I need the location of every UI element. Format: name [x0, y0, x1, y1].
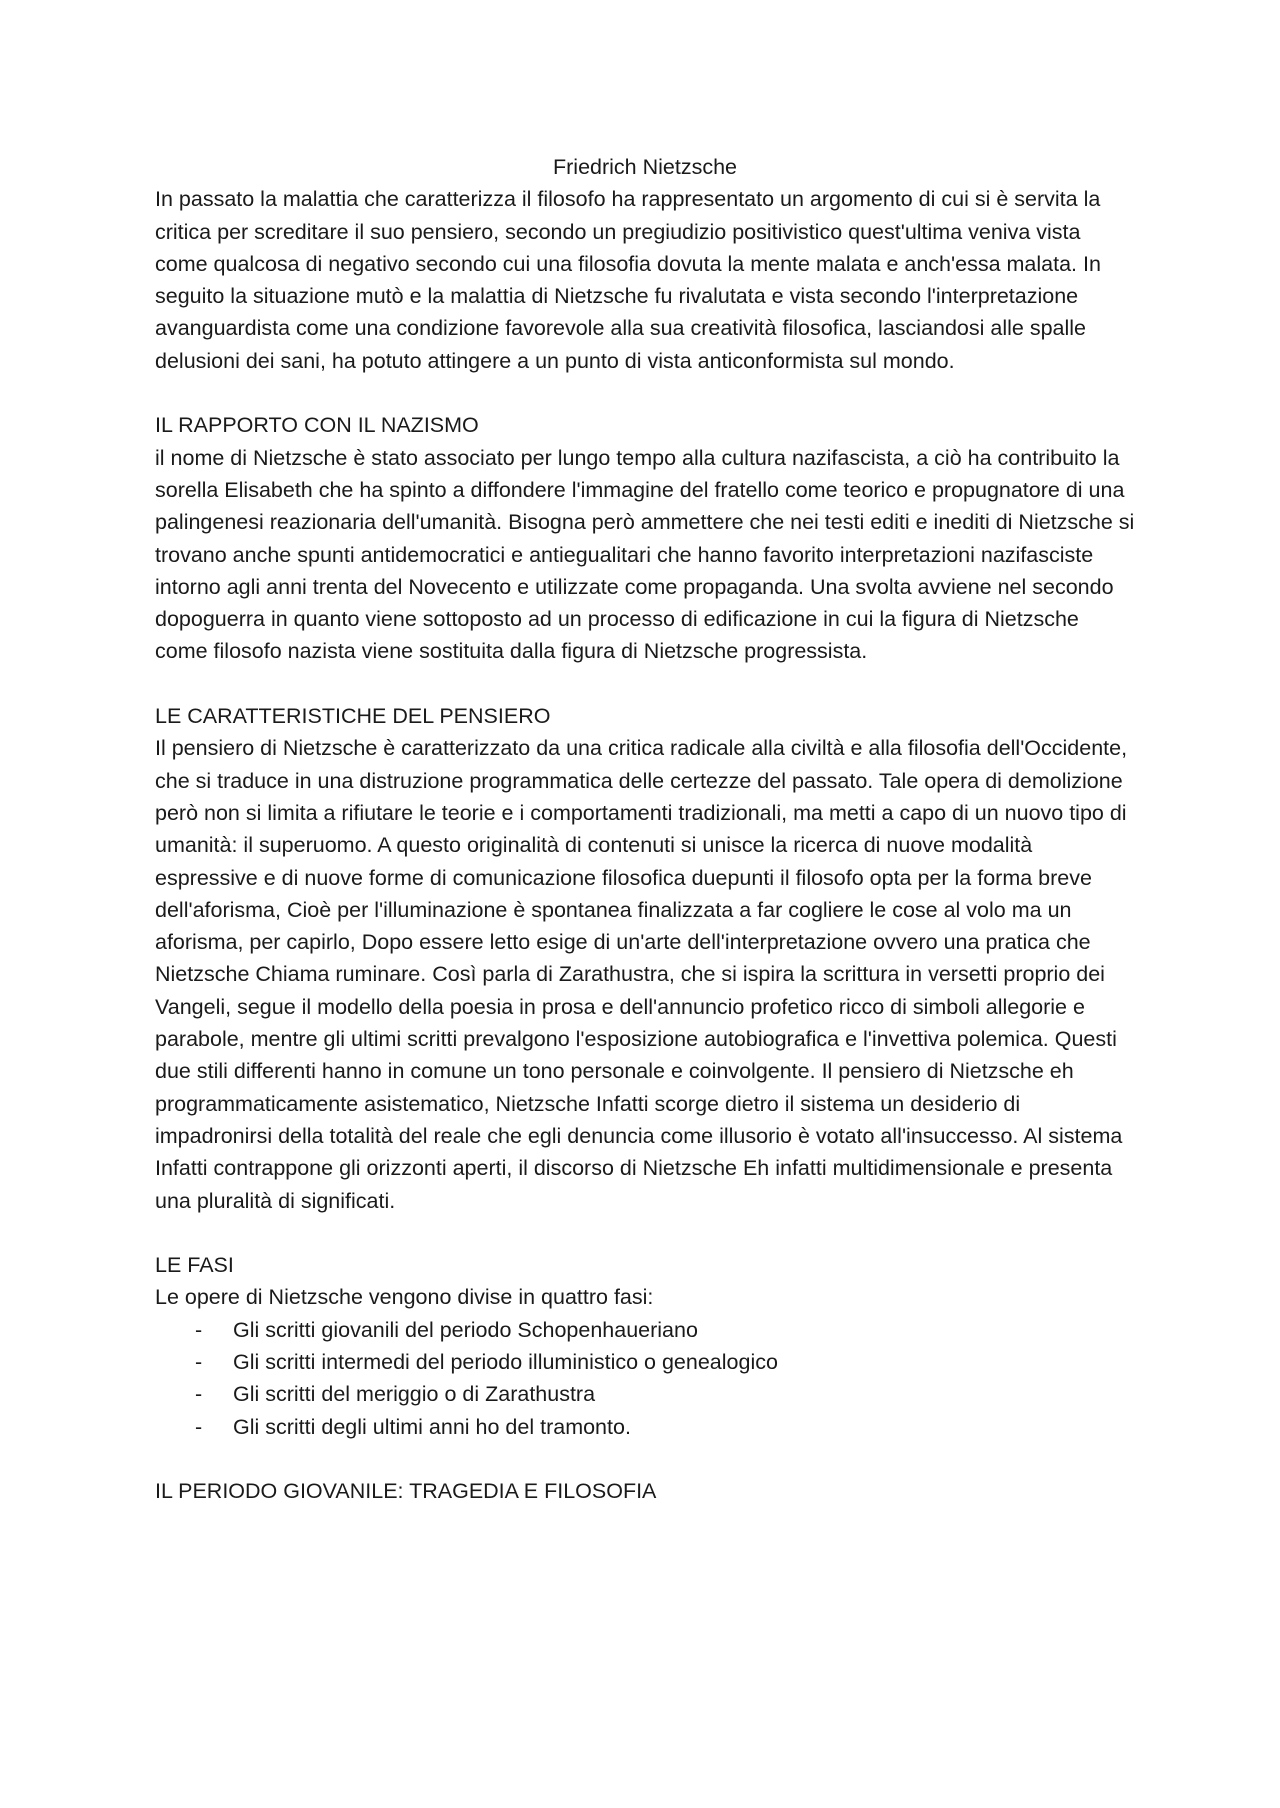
section-heading-phases: LE FASI	[155, 1253, 234, 1278]
section-body-nazism: il nome di Nietzsche è stato associato per lungo tempo alla cultura nazifascista, a ciò ha contribuito la sorella Elisabeth che ha spinto a diffondere l'immagine del fratello come teorico e propugnatore di una palingenesi reazionaria dell'umanità. Bisogna però ammettere che nei testi editi e inediti di Nietzsche si trovano anche spunti antidemocratici e antiegualitari che hanno favorito interpretazioni nazifasciste intorno agli anni trenta del Novecento e utilizzate come propaganda. Una svolta avviene nel secondo dopoguerra in quanto viene sottoposto ad un processo di edificazione in cui la figura di Nietzsche come filosofo nazista viene sostituita dalla figura di Nietzsche progressista.	[155, 445, 1135, 664]
list-item	[155, 1411, 1135, 1443]
document-page	[155, 151, 1135, 1507]
list-item-text: Gli scritti giovanili del periodo Schopenhaueriano	[233, 1317, 698, 1342]
dash-bullet: -	[195, 1414, 203, 1439]
section-body-thought: Il pensiero di Nietzsche è caratterizzato da una critica radicale alla civiltà e alla filosofia dell'Occidente, che si traduce in una distruzione programmatica delle certezze del passato. Tale opera di demolizione però non si limita a rifiutare le teorie e i comportamenti tradizionali, ma metti a capo di un nuovo tipo di umanità: il superuomo. A questo originalità di contenuti si unisce la ricerca di nuove modalità espressive e di nuove forme di comunicazione filosofica duepunti il filosofo opta per la forma breve dell'aforisma, Cioè per l'illuminazione è spontanea finalizzata a far cogliere le cose al volo ma un aforisma, per capirlo, Dopo essere letto esige di un'arte dell'interpretazione ovvero una pratica che Nietzsche Chiama ruminare. Così parla di Zarathustra, che si ispira la scrittura in versetti proprio dei Vangeli, segue il modello della poesia in prosa e dell'annuncio profetico ricco di simboli allegorie e parabole, mentre gli ultimi scritti prevalgono l'esposizione autobiografica e l'invettiva polemica. Questi due stili differenti hanno in comune un tono personale e coinvolgente. Il pensiero di Nietzsche eh programmaticamente asistematico, Nietzsche Infatti scorge dietro il sistema un desiderio di impadronirsi della totalità del reale che egli denuncia come illusorio è votato all'insuccesso. Al sistema Infatti contrappone gli orizzonti aperti, il discorso di Nietzsche Eh infatti multidimensionale e presenta una pluralità di significati.	[155, 736, 1128, 1213]
spacer	[155, 668, 1135, 700]
list-item	[155, 1346, 1135, 1378]
phases-intro: Le opere di Nietzsche vengono divise in quattro fasi:	[155, 1285, 654, 1310]
dash-bullet: -	[195, 1349, 203, 1374]
intro-paragraph: In passato la malattia che caratterizza il filosofo ha rappresentato un argomento di cui si è servita la critica per screditare il suo pensiero, secondo un pregiudizio positivistico quest'ultima veniva vista come qualcosa di negativo secondo cui una filosofia dovuta la mente malata e anch'essa malata. In seguito la situazione mutò e la malattia di Nietzsche fu rivalutata e vista secondo l'interpretazione avanguardista come una condizione favorevole alla sua creatività filosofica, lasciandosi alle spalle delusioni dei sani, ha potuto attingere a un punto di vista anticonformista sul mondo.	[155, 187, 1101, 373]
phases-list	[155, 1314, 1135, 1443]
dash-bullet: -	[195, 1317, 203, 1342]
list-item-text: Gli scritti intermedi del periodo illuministico o genealogico	[233, 1349, 778, 1374]
list-item	[155, 1314, 1135, 1346]
spacer	[155, 1217, 1135, 1249]
section-heading-nazism: IL RAPPORTO CON IL NAZISMO	[155, 413, 479, 438]
list-item	[155, 1378, 1135, 1410]
list-item-text: Gli scritti del meriggio o di Zarathustra	[233, 1382, 596, 1407]
section-heading-thought: LE CARATTERISTICHE DEL PENSIERO	[155, 704, 551, 729]
section-heading-youth: IL PERIODO GIOVANILE: TRAGEDIA E FILOSOFIA	[155, 1479, 657, 1504]
spacer	[155, 1443, 1135, 1475]
spacer	[155, 377, 1135, 409]
document-title: Friedrich Nietzsche	[553, 155, 737, 179]
dash-bullet: -	[195, 1382, 203, 1407]
list-item-text: Gli scritti degli ultimi anni ho del tramonto.	[233, 1414, 631, 1439]
